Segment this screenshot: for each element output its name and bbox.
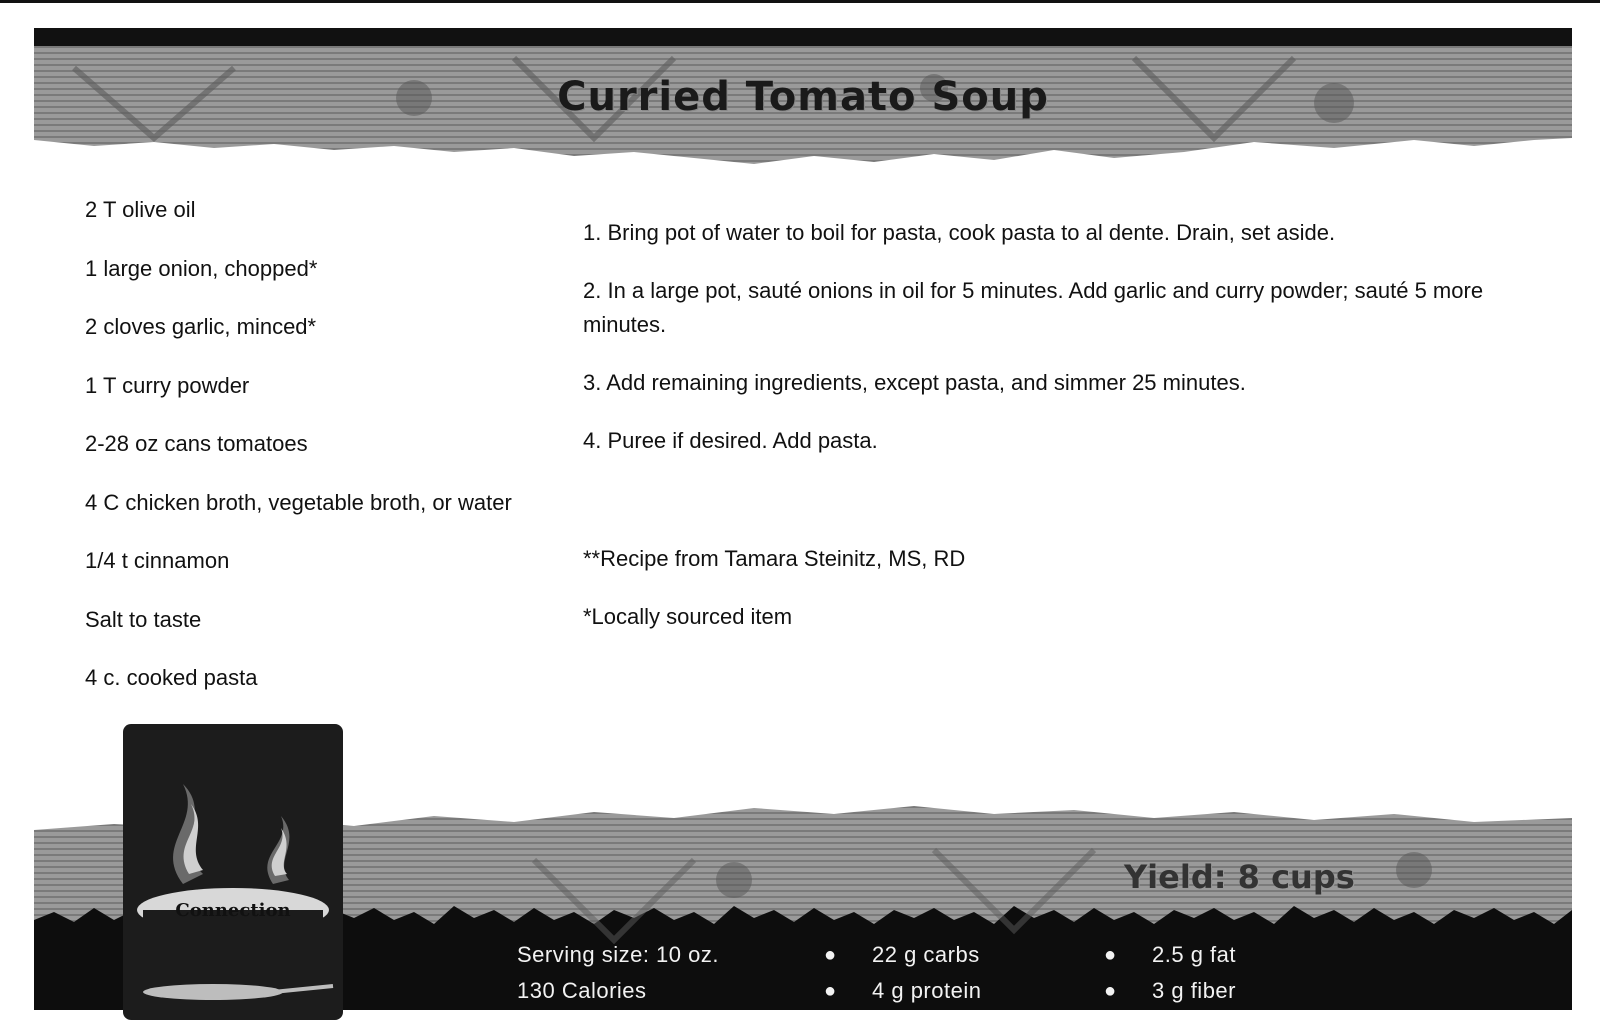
instruction-list <box>583 216 1533 482</box>
carbs: 22 g carbs <box>872 942 980 967</box>
ingredient-item: 2 T olive oil <box>85 197 196 222</box>
serving-size: Serving size: 10 oz. <box>517 942 719 967</box>
ingredient-item: 1 T curry powder <box>85 372 250 398</box>
instruction-step: 2. In a large pot, sauté onions in oil for 5 minutes. Add garlic and curry powder; sauté 5 more minutes. <box>583 278 1484 337</box>
fiber: 3 g fiber <box>1152 978 1236 1003</box>
ingredient-item: 1 large onion, chopped* <box>85 255 318 281</box>
logo-text: Connection <box>175 900 291 921</box>
bullet-icon: ● <box>824 944 837 966</box>
ingredient-list <box>85 196 585 723</box>
bullet-icon: ● <box>1104 944 1117 966</box>
calories: 130 Calories <box>517 978 647 1003</box>
connection-logo <box>123 724 343 1020</box>
top-border <box>0 0 1600 3</box>
title-banner <box>34 28 1572 168</box>
ingredient-item: 2-28 oz cans tomatoes <box>85 431 308 456</box>
instruction-step: 4. Puree if desired. Add pasta. <box>583 428 878 453</box>
ingredient-item: 2 cloves garlic, minced* <box>85 314 317 339</box>
ingredient-item: Salt to taste <box>85 606 202 632</box>
recipe-title: Curried Tomato Soup <box>557 74 1049 120</box>
instruction-step: 1. Bring pot of water to boil for pasta, cook pasta to al dente. Drain, set aside. <box>583 220 1336 245</box>
ingredient-item: 4 C chicken broth, vegetable broth, or water <box>85 489 512 515</box>
fat: 2.5 g fat <box>1152 942 1237 967</box>
bullet-icon: ● <box>1104 980 1117 1002</box>
local-source-note: *Locally sourced item <box>583 604 793 629</box>
recipe-notes <box>583 545 1483 661</box>
yield-label: Yield: 8 cups <box>1124 858 1355 896</box>
ingredient-item: 1/4 t cinnamon <box>85 548 230 573</box>
protein: 4 g protein <box>872 978 982 1003</box>
steaming-pot-icon <box>123 724 343 1020</box>
ingredient-item: 4 c. cooked pasta <box>85 665 258 690</box>
instruction-step: 3. Add remaining ingredients, except pasta, and simmer 25 minutes. <box>583 370 1246 395</box>
bullet-icon: ● <box>824 980 837 1002</box>
recipe-source-note: **Recipe from Tamara Steinitz, MS, RD <box>583 546 966 571</box>
